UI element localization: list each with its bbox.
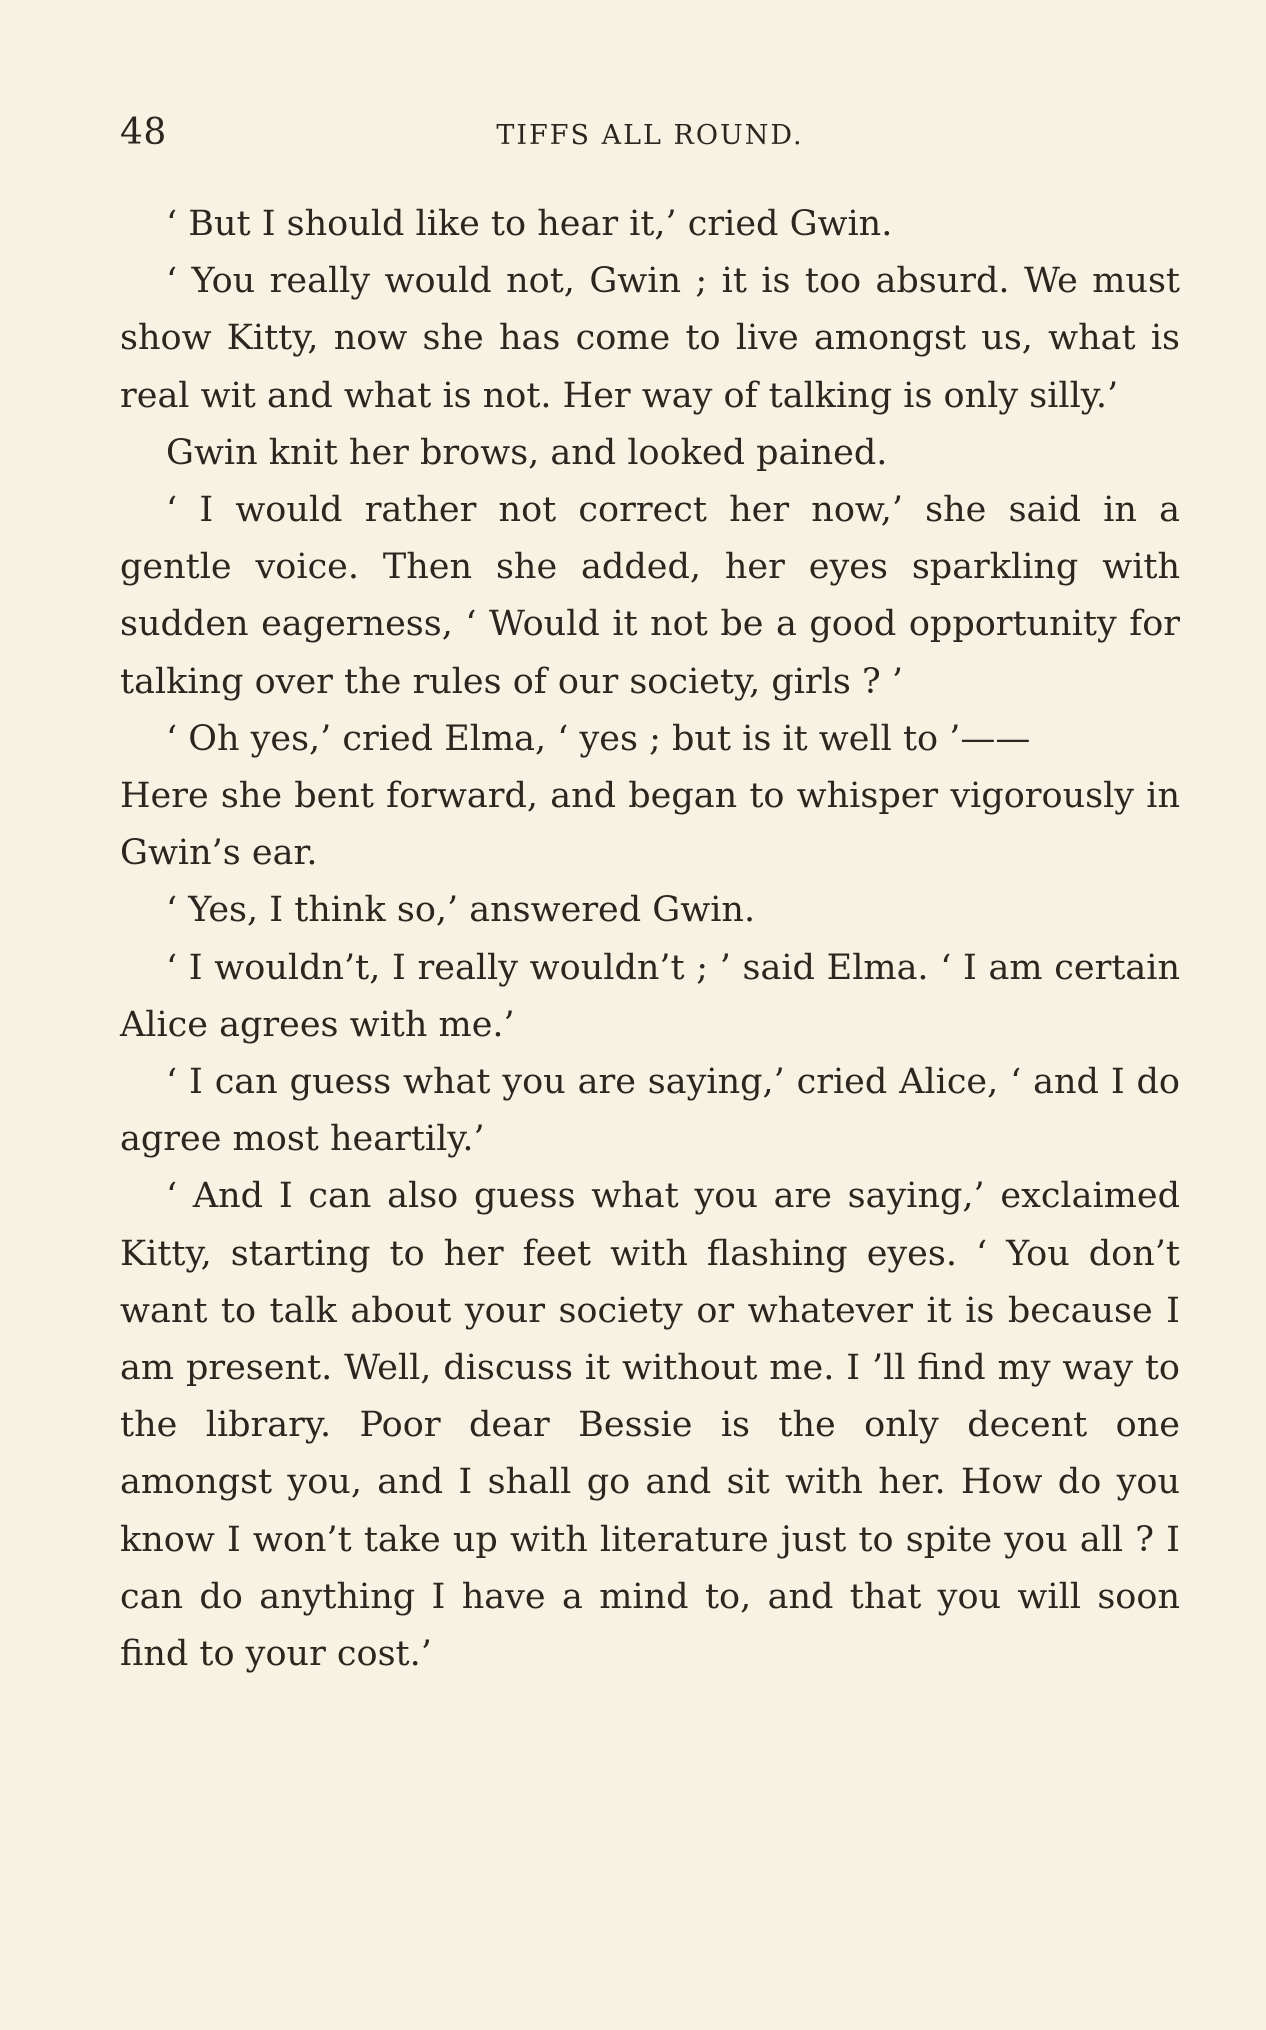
paragraph: ‘ Oh yes,’ cried Elma, ‘ yes ; but is it well to ’—— [166,718,1031,759]
paragraph: Here she bent forward, and began to whisper vigorously in Gwin’s ear. [120,776,1180,874]
page-header [120,112,1180,164]
body-text [120,196,1180,1683]
paragraph: ‘ And I can also guess what you are saying,’ exclaimed Kitty, starting to her feet with flashing eyes. ‘ You don’t want to talk about your society or whatever it is because I am present. Well, discuss it without me. I ’ll find my way to the library. Poor dear Bessie is the only decent one amongst you, and I shall go and sit with her. How do you know I won’t take up with literature just to spite you all ? I can do anything I have a mind to, and that you will soon find to your cost.’ [120,1176,1180,1675]
paragraph: ‘ I would rather not correct her now,’ she said in a gentle voice. Then she added, her eyes sparkling with sudden eagerness, ‘ Would it not be a good opportunity for talking over the rules of our society, girls ? ’ [120,490,1180,702]
paragraph: ‘ I can guess what you are saying,’ cried Alice, ‘ and I do agree most heartily.’ [120,1062,1180,1160]
page-number: 48 [120,112,167,153]
paragraph: ‘ But I should like to hear it,’ cried Gwin. [166,204,893,244]
paragraph: Gwin knit her brows, and looked pained. [166,432,888,473]
paragraph: ‘ I wouldn’t, I really wouldn’t ; ’ said Elma. ‘ I am certain Alice agrees with me.’ [120,947,1180,1045]
paragraph: ‘ You really would not, Gwin ; it is too absurd. We must show Kitty, now she has come to live amongst us, what is real wit and what is not. Her way of talking is only silly.’ [120,261,1180,416]
paragraph: ‘ Yes, I think so,’ answered Gwin. [166,890,756,931]
running-head: TIFFS ALL ROUND. [496,120,804,151]
